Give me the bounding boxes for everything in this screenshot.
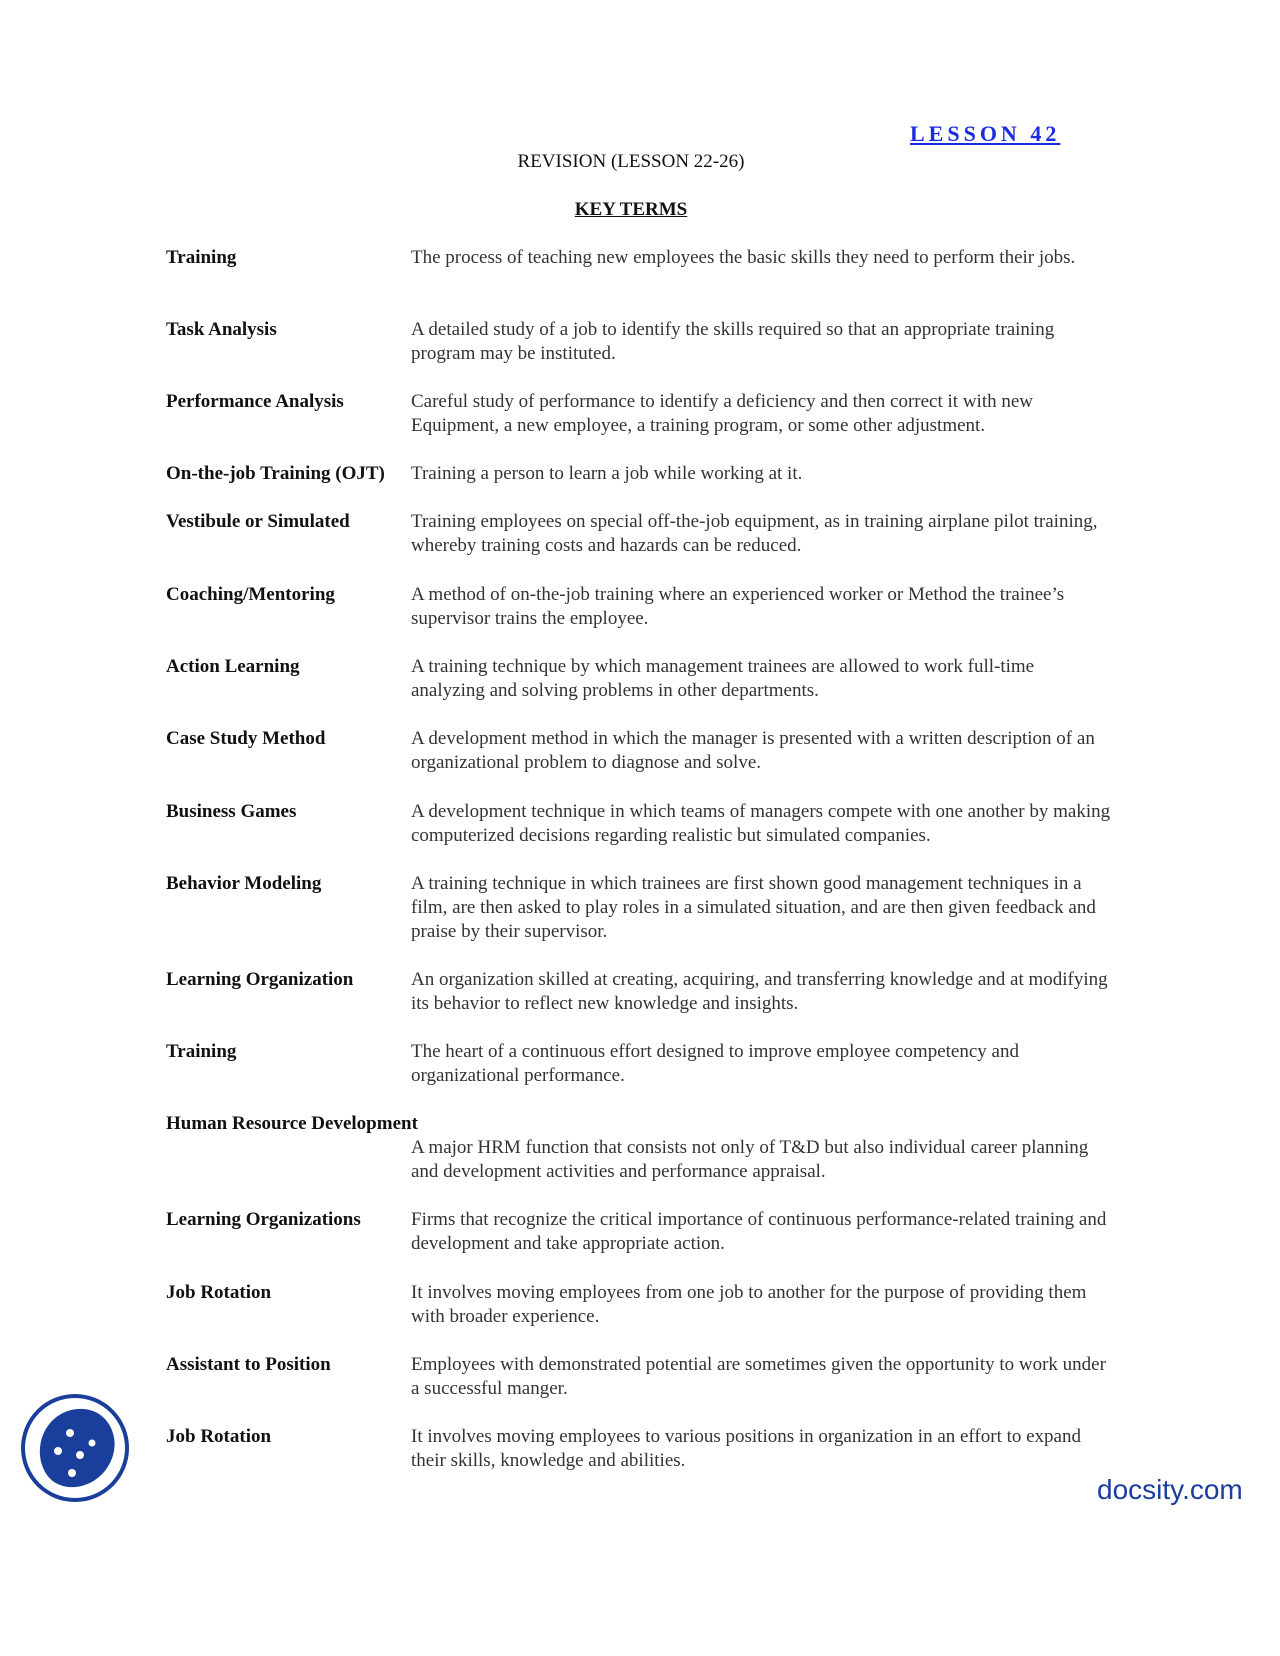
term-coaching-mentoring: Coaching/Mentoring xyxy=(166,584,335,605)
definition-training: The process of teaching new employees the basic skills they need to perform their jobs. xyxy=(411,247,1076,268)
page-title: REVISION (LESSON 22-26) xyxy=(517,151,745,172)
definition-business-games: A development technique in which teams of managers compete with one another by making computerized decisions regarding realistic but simulated companies. xyxy=(411,801,1111,846)
term-training: Training xyxy=(166,247,237,268)
definition-hrd: A major HRM function that consists not only of T&D but also individual career planning and development activities and performance appraisal. xyxy=(411,1137,1089,1182)
term-vestibule: Vestibule or Simulated xyxy=(166,511,350,532)
term-learning-organizations: Learning Organizations xyxy=(166,1209,361,1230)
definition-job-rotation-2: It involves moving employees to various positions in organization in an effort to expand their skills, knowledge and abilities. xyxy=(411,1426,1081,1471)
term-hrd: Human Resource Development xyxy=(166,1113,418,1134)
definition-task-analysis: A detailed study of a job to identify the skills required so that an appropriate training program may be instituted. xyxy=(411,319,1055,364)
term-action-learning: Action Learning xyxy=(166,656,300,677)
definition-assistant-to-position: Employees with demonstrated potential are sometimes given the opportunity to work under a successful manger. xyxy=(411,1354,1106,1399)
definition-training-2: The heart of a continuous effort designed to improve employee competency and organizational performance. xyxy=(411,1041,1019,1086)
lesson-tag: LESSON 42 xyxy=(910,121,1061,146)
section-heading: KEY TERMS xyxy=(574,199,688,220)
term-job-rotation: Job Rotation xyxy=(166,1282,272,1303)
definition-performance-analysis: Careful study of performance to identify a deficiency and then correct it with new Equipment, a new employee, a training program, or some other adjustment. xyxy=(411,391,1034,436)
definition-learning-organizations: Firms that recognize the critical importance of continuous performance-related training and development and take appropriate action. xyxy=(411,1209,1107,1254)
definition-coaching-mentoring: A method of on-the-job training where an experienced worker or Method the trainee’s supervisor trains the employee. xyxy=(411,584,1065,629)
brand-watermark[interactable]: docsity.com xyxy=(1097,1474,1243,1505)
term-performance-analysis: Performance Analysis xyxy=(166,391,344,412)
term-business-games: Business Games xyxy=(166,801,297,822)
term-training-2: Training xyxy=(166,1041,237,1062)
definition-job-rotation: It involves moving employees from one job to another for the purpose of providing them with broader experience. xyxy=(411,1282,1087,1327)
definition-learning-organization: An organization skilled at creating, acquiring, and transferring knowledge and at modifying its behavior to reflect new knowledge and insights. xyxy=(411,969,1108,1014)
definition-action-learning: A training technique by which management trainees are allowed to work full-time analyzing and solving problems in other departments. xyxy=(411,656,1035,701)
term-assistant-to-position: Assistant to Position xyxy=(166,1354,331,1375)
definition-vestibule: Training employees on special off-the-job equipment, as in training airplane pilot training, whereby training costs and hazards can be reduced. xyxy=(411,511,1098,556)
term-case-study-method: Case Study Method xyxy=(166,728,326,749)
docsity-logo-icon xyxy=(20,1393,130,1503)
term-task-analysis: Task Analysis xyxy=(166,319,277,340)
term-job-rotation-2: Job Rotation xyxy=(166,1426,272,1447)
definition-behavior-modeling: A training technique in which trainees are first shown good management techniques in a film, are then asked to play roles in a simulated situation, and are then given feedback and praise by their supervisor. xyxy=(411,873,1096,942)
term-learning-organization: Learning Organization xyxy=(166,969,354,990)
term-ojt: On-the-job Training (OJT) xyxy=(166,463,385,484)
definition-ojt: Training a person to learn a job while working at it. xyxy=(411,463,803,484)
term-behavior-modeling: Behavior Modeling xyxy=(166,873,322,894)
definition-case-study-method: A development method in which the manager is presented with a written description of an organizational problem to diagnose and solve. xyxy=(411,728,1095,773)
